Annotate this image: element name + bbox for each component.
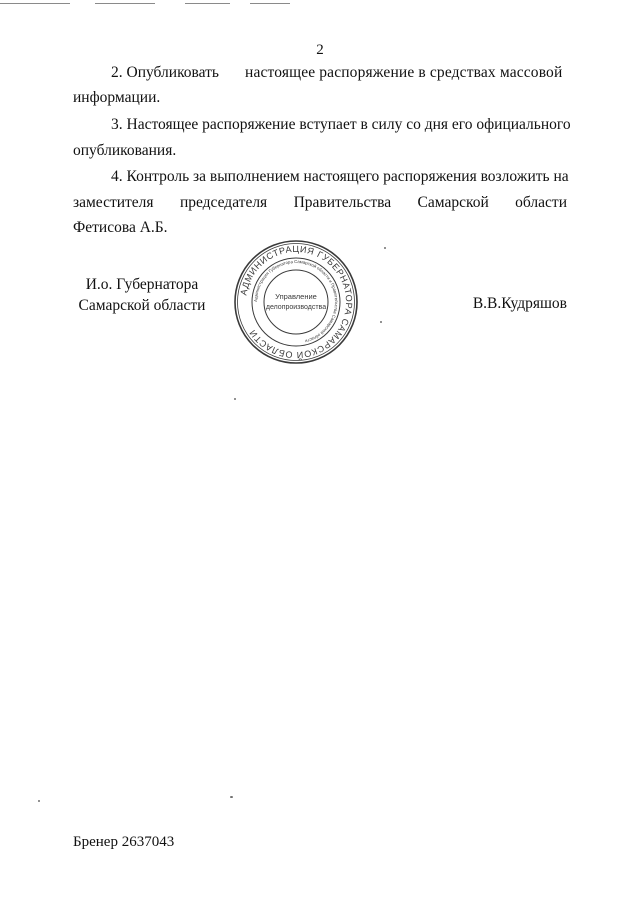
official-stamp: [233, 239, 359, 365]
paragraph-2-rest: настоящее распоряжение в средствах массовой: [245, 64, 563, 81]
scan-edge-line: [95, 3, 155, 4]
scan-edge-line: [185, 3, 230, 4]
scan-edge-line: [250, 3, 290, 4]
scan-edge-line: [0, 3, 70, 4]
scan-speck: [38, 800, 40, 802]
scan-speck: [234, 398, 236, 400]
paragraph-2-line-2: информации.: [73, 89, 161, 106]
paragraph-3-line-2: опубликования.: [73, 142, 177, 159]
paragraph-4-line-2: [73, 194, 567, 212]
executor-note: Бренер 2637043: [73, 834, 175, 850]
scan-speck: [230, 796, 233, 798]
paragraph-4-line-1: 4. Контроль за выполнением настоящего распоряжения возложить на: [111, 168, 569, 185]
stamp-inner-text: [253, 259, 339, 344]
scan-speck: [380, 321, 382, 323]
stamp-outer-text-content: АДМИНИСТРАЦИЯ ГУБЕРНАТОРА САМАРСКОЙ ОБЛАСТИ: [238, 243, 355, 361]
paragraph-4-word: Самарской: [417, 194, 489, 211]
signer-title-line-1: И.о. Губернатора: [85, 276, 199, 293]
signer-title: [77, 274, 207, 316]
stamp-center-line-1: Управление: [275, 292, 317, 301]
paragraph-4-word: заместителя: [73, 194, 154, 211]
paragraph-4-word: Правительства: [293, 194, 392, 211]
paragraph-3-line-1: 3. Настоящее распоряжение вступает в силу со дня его официального: [111, 116, 571, 133]
signer-name: В.В.Кудряшов: [472, 295, 567, 312]
stamp-center-line-2: делопроизводства: [265, 304, 327, 311]
scan-speck: [384, 247, 386, 249]
paragraph-4-line-3: Фетисова А.Б.: [73, 219, 168, 236]
paragraph-2-line-1: [111, 64, 562, 82]
paragraph-2-label: 2. Опубликовать: [111, 64, 219, 81]
signer-title-line-2: Самарской области: [78, 297, 206, 314]
stamp-inner-text-content: Администрация Губернатора Самарской области и Правительства Самарской области: [252, 258, 340, 344]
paragraph-4-word: области: [515, 194, 567, 211]
paragraph-4-word: председателя: [179, 194, 268, 211]
page-number: 2: [316, 42, 324, 58]
